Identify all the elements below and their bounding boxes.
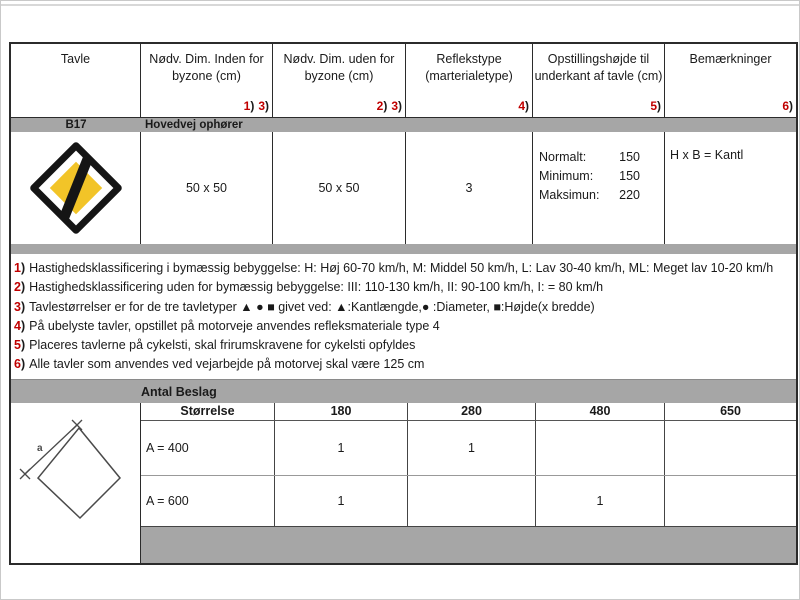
table-header-row — [11, 44, 796, 118]
beslag-count — [665, 421, 796, 475]
footnote: 4) På ubelyste tavler, opstillet på motorveje anvendes refleksmateriale type 4 — [14, 318, 440, 333]
footnote-markers: 6) — [782, 99, 793, 113]
sign-spec-table — [9, 42, 798, 565]
beslag-col-header: Størrelse — [141, 403, 275, 420]
header-opstillingshojde — [533, 44, 665, 117]
diamond-diagram-cell — [11, 403, 141, 563]
footnote: 3) Tavlestørrelser er for de tre tavletyper ▲ ● ■ givet ved: ▲:Kantlængde,● :Diameter, ■:Højde(x bredde) — [14, 299, 595, 314]
remark-value: H x B = Kantl — [670, 148, 744, 162]
beslag-count — [665, 476, 796, 526]
footnote-markers: 5) — [650, 99, 661, 113]
diamond-dimension-diagram-icon — [11, 403, 141, 563]
beslag-grid — [141, 403, 796, 563]
header-label: byzone (cm) — [172, 69, 241, 83]
footnote: 6) Alle tavler som anvendes ved vejarbejde på motorvej skal være 125 cm — [14, 357, 425, 372]
beslag-table — [11, 403, 796, 563]
header-label: Nødv. Dim. uden for — [283, 52, 395, 66]
sign-data-row — [11, 132, 796, 244]
reflekstype-value: 3 — [406, 132, 533, 244]
footnotes-section — [11, 254, 796, 379]
dimension-label: a — [37, 442, 43, 454]
header-label: Reflekstype — [436, 52, 502, 66]
sign-image-cell — [11, 132, 141, 244]
bottom-gray-bar — [141, 527, 796, 563]
header-dim-uden — [273, 44, 406, 117]
footnote: 2) Hastighedsklassificering uden for bymæssig bebyggelse: III: 110-130 km/h, II: 90-100 km/h, I: = 80 km/h — [14, 280, 604, 295]
mounting-height-cell — [533, 132, 665, 244]
beslag-row-a400 — [141, 421, 796, 476]
header-reflekstype — [406, 44, 533, 117]
dim-uden-value: 50 x 50 — [273, 132, 406, 244]
beslag-col-header: 180 — [275, 403, 408, 420]
size-label: A = 400 — [141, 421, 275, 475]
header-label: (marterialetype) — [425, 69, 513, 83]
b17-end-of-priority-road-sign-icon — [30, 142, 122, 234]
header-label: byzone (cm) — [304, 69, 374, 83]
height-label: Normalt: — [539, 150, 587, 164]
footnote-markers: 1) 3) — [243, 99, 269, 113]
height-row — [539, 167, 640, 186]
beslag-col-header: 280 — [408, 403, 536, 420]
header-label: Nødv. Dim. Inden for — [149, 52, 264, 66]
sign-name: Hovedvej ophører — [145, 119, 243, 131]
footnote-markers: 4) — [518, 99, 529, 113]
header-dim-inden — [141, 44, 273, 117]
height-row — [539, 186, 640, 205]
antal-beslag-title: Antal Beslag — [11, 379, 796, 403]
header-label: Bemærkninger — [689, 52, 772, 66]
height-label: Minimum: — [539, 169, 594, 183]
footnote-markers: 2) 3) — [376, 99, 402, 113]
page-top-rule — [1, 4, 799, 6]
beslag-count: 1 — [536, 476, 665, 526]
beslag-col-header: 480 — [536, 403, 665, 420]
beslag-count: 1 — [275, 421, 408, 475]
dim-inden-value: 50 x 50 — [141, 132, 273, 244]
footnote: 5) Placeres tavlerne på cykelsti, skal frirumskravene for cykelsti opfyldes — [14, 338, 416, 353]
header-label: Tavle — [60, 52, 91, 66]
header-bemaerkninger — [665, 44, 796, 117]
beslag-count: 1 — [408, 421, 536, 475]
footnote: 1) Hastighedsklassificering i bymæssig bebyggelse: H: Høj 60-70 km/h, M: Middel 50 km/h, L: Lav 30-40 km/h, ML: Meget lav 10-20 km/h — [14, 261, 774, 275]
height-value: 150 — [619, 169, 640, 183]
height-row — [539, 148, 640, 167]
height-label: Maksimun: — [539, 188, 600, 202]
beslag-col-header: 650 — [720, 404, 741, 419]
gray-separator — [11, 244, 796, 254]
beslag-row-a600 — [141, 476, 796, 527]
header-label: underkant af tavle (cm) — [534, 69, 663, 83]
beslag-count — [408, 476, 536, 526]
size-label: A = 600 — [141, 476, 275, 526]
header-tavle — [11, 44, 141, 117]
beslag-count — [536, 421, 665, 475]
sign-code: B17 — [65, 119, 87, 131]
beslag-header-row — [141, 403, 796, 421]
header-label: Opstillingshøjde til — [547, 52, 650, 66]
height-value: 150 — [619, 150, 640, 164]
beslag-count: 1 — [275, 476, 408, 526]
sign-title-bar — [11, 118, 796, 132]
height-value: 220 — [619, 188, 640, 202]
